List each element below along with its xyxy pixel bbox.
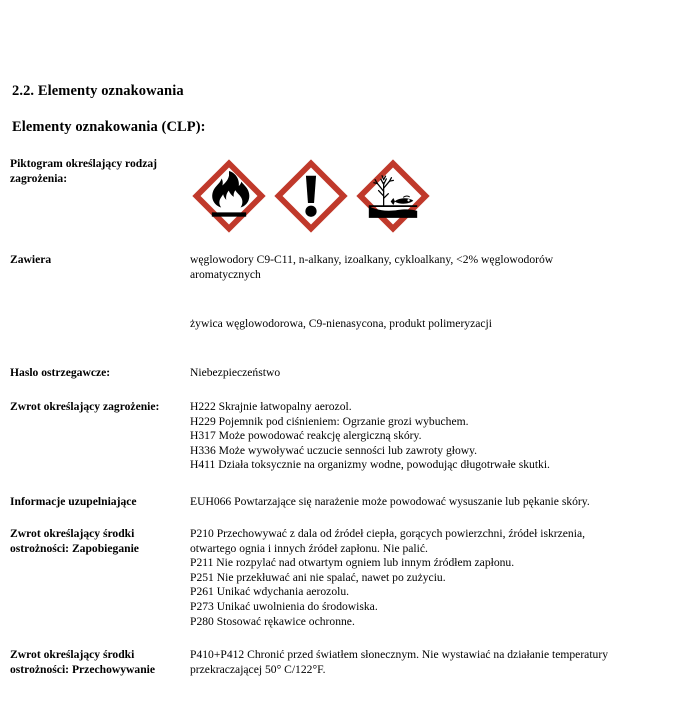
precaution-storage-label-line3: Przechowywanie: [71, 662, 156, 676]
flame-pictogram: [190, 157, 268, 235]
row-pictogram-label-line2: zagrożenia:: [10, 171, 68, 185]
hazard-statement: H336 Może wywoływać uczucie senności lub zawroty głowy.: [190, 443, 478, 457]
precaution-prevention-label-line3: Zapobieganie: [71, 541, 139, 555]
precaution-storage-label-line2: ostrożności:: [10, 662, 70, 676]
precaution-statement: P280 Stosować rękawice ochronne.: [190, 614, 355, 628]
row-signal-word-value: Niebezpieczeństwo: [190, 366, 281, 379]
precaution-statement: P210 Przechowywać z dala od źródeł ciepła, gorących powierzchni, źródeł iskrzenia,: [190, 527, 585, 540]
row-hazard-statements-value: [190, 400, 642, 473]
environment-pictogram: [354, 157, 432, 235]
row-supplemental-info-value: [190, 495, 642, 510]
contains-line-2: aromatycznych: [190, 267, 261, 281]
row-signal-word-label: Haslo ostrzegawcze:: [10, 366, 111, 379]
supplemental-statement: EUH066 Powtarzające się narażenie może powodować wysuszanie lub pękanie skóry.: [190, 495, 590, 508]
row-contains-label: Zawiera: [10, 253, 52, 266]
precaution-prevention-label-line1: Zwrot określający środki: [10, 527, 135, 540]
page-title: 2.2. Elementy oznakowania: [12, 83, 184, 99]
precaution-storage-label-line1: Zwrot określający środki: [10, 648, 135, 661]
precaution-statement: P410+P412 Chronić przed światłem słonecznym. Nie wystawiać na działanie temperatury: [190, 648, 608, 661]
contains-secondary-value: żywica węglowodorowa, C9-nienasycona, produkt polimeryzacji: [190, 317, 492, 330]
hazard-statement: H229 Pojemnik pod ciśnieniem: Ogrzanie grozi wybuchem.: [190, 414, 469, 428]
precaution-statement: P261 Unikać wdychania aerozolu.: [190, 585, 350, 599]
row-contains-value: [190, 253, 642, 282]
row-pictogram-label-line1: Piktogram określający rodzaj: [10, 157, 158, 170]
row-pictogram-label: [10, 157, 188, 186]
hazard-statement: H411 Działa toksycznie na organizmy wodne, powodując długotrwałe skutki.: [190, 458, 550, 472]
ghs-pictogram-strip: [190, 157, 432, 235]
precaution-statement: P211 Nie rozpylać nad otwartym ogniem lub innym źródłem zapłonu.: [190, 556, 515, 570]
flame-icon: [190, 157, 268, 235]
subsection-title: Elementy oznakowania (CLP):: [12, 119, 206, 135]
environment-icon: [354, 157, 432, 235]
row-precaution-prevention-value: [190, 527, 642, 629]
contains-line-1: węglowodory C9-C11, n-alkany, izoalkany, cykloalkany, <2% węglowodorów: [190, 253, 554, 266]
precaution-statement: P273 Unikać uwolnienia do środowiska.: [190, 599, 378, 613]
row-precaution-storage-label: [10, 648, 188, 677]
exclamation-mark-icon: [272, 157, 350, 235]
precaution-statement: P251 Nie przekłuwać ani nie spalać, nawet po zużyciu.: [190, 570, 446, 584]
hazard-statement: H317 Może powodować reakcję alergiczną skóry.: [190, 429, 422, 443]
hazard-statement: H222 Skrajnie łatwopalny aerozol.: [190, 400, 352, 413]
exclamation-mark-pictogram: [272, 157, 350, 235]
precaution-prevention-label-line2: ostrożności:: [10, 541, 70, 555]
row-hazard-statements-label: Zwrot określający zagrożenie:: [10, 400, 160, 413]
row-supplemental-info-label: Informacje uzupelniające: [10, 495, 137, 508]
precaution-statement-cont: otwartego ognia i innych źródeł zapłonu. Nie palić.: [190, 541, 428, 555]
row-precaution-storage-value: [190, 648, 642, 677]
row-precaution-prevention-label: [10, 527, 188, 556]
precaution-statement-cont: przekraczającej 50° C/122°F.: [190, 662, 326, 676]
